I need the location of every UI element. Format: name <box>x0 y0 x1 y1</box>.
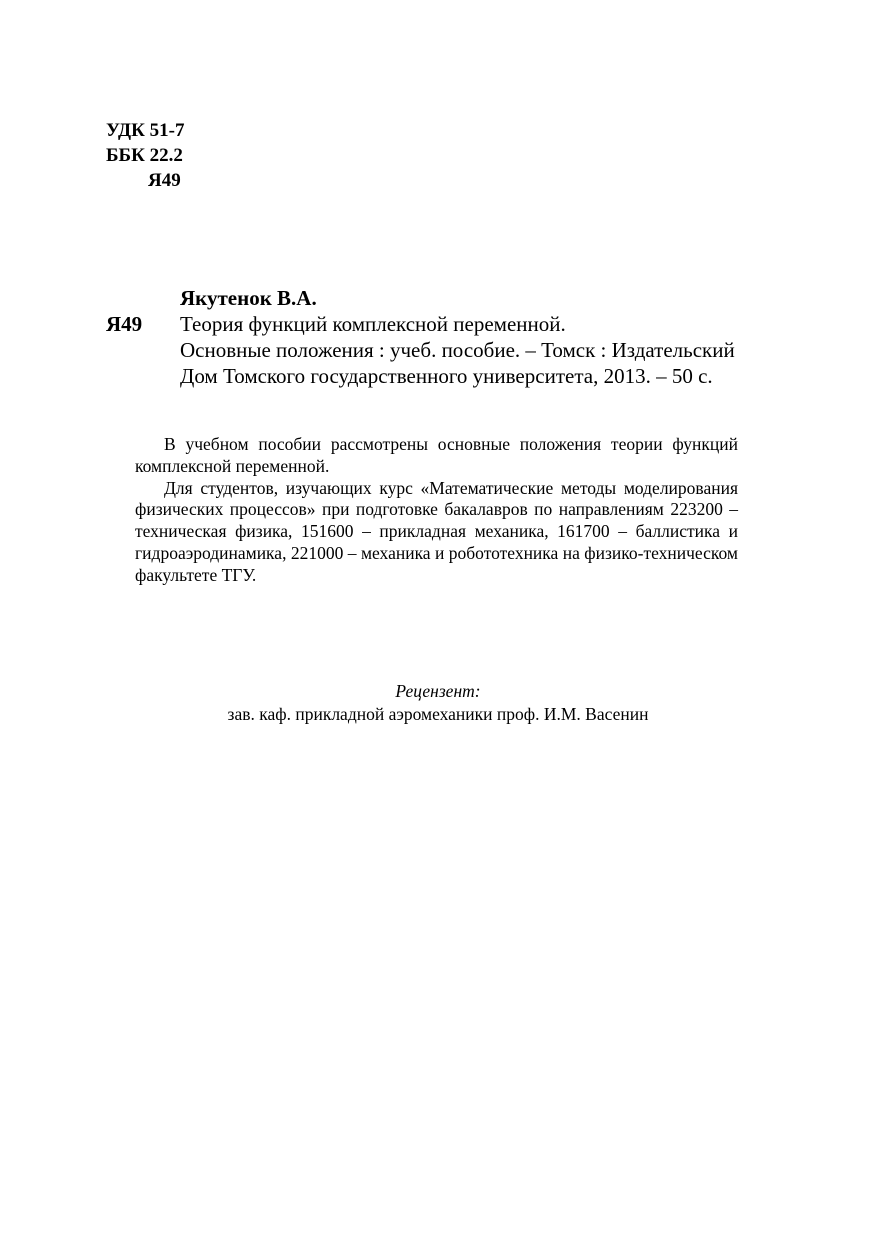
classification-codes <box>106 118 184 193</box>
reviewer-label: Рецензент: <box>395 681 481 701</box>
book-title-line: Теория функций комплексной переменной. <box>180 312 566 336</box>
reviewer-block <box>0 680 876 726</box>
annotation-paragraph: В учебном пособии рассмотрены основные положения теории функций комплексной переменной. <box>135 434 738 476</box>
bbk-code: ББК 22.2 <box>106 145 183 166</box>
book-author: Якутенок В.А. <box>180 286 317 310</box>
annotation <box>135 434 738 587</box>
udk-code: УДК 51-7 <box>106 120 185 141</box>
book-subtitle-line: Основные положения : учеб. пособие. – Томск : Издательский <box>180 338 735 362</box>
audience-paragraph: Для студентов, изучающих курс «Математические методы моделирования физических процессов» при подготовке бакалавров по направлениям 223200 – техническая физика, 151600 – прикладная механика, 161700 – баллистика и гидроаэродинамика, 221000 – механика и робототехника на физико-техническом факультете ТГУ. <box>135 477 738 585</box>
reviewer-name: зав. каф. прикладной аэромеханики проф. И.М. Васенин <box>227 704 649 724</box>
bibliographic-record <box>106 285 786 389</box>
author-mark: Я49 <box>148 170 181 191</box>
book-publisher-line: Дом Томского государственного университета, 2013. – 50 с. <box>180 364 713 388</box>
biblio-code: Я49 <box>106 312 143 336</box>
